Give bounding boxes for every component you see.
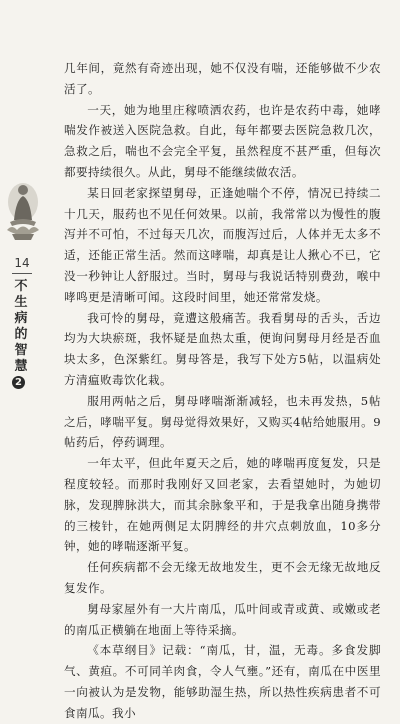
title-char: 智 [14,343,28,358]
paragraph: 我可怜的舅母，竟遭这般痛苦。我看舅母的舌头，舌边均为大块瘀斑，我怀疑是血热太重，便询问舅母月经是否血块太多，色深紫红。舅母答是，我写下处方5帖，以温病处方清瘟败毒饮化栽。 [64,310,381,387]
buddha-figure-icon [4,178,42,252]
title-char: 病 [14,311,28,326]
paragraph: 《本草纲目》记载：“南瓜，甘，温，无毒。多食发脚气、黄疸。不可同羊肉食，令人气壅。”还有，南瓜在中医里一向被认为是发物，能够助湿生热，所以热性疾病患者不可食南瓜。我小 [64,643,381,720]
paragraph: 一年太平，但此年夏天之后，她的哮喘再度复发，只是程度较轻。而那时我刚好又回老家，去看望她时，为她切脉，发现脾脉洪大，而其余脉象平和，于是我拿出随身携带的三棱针，在她两侧足太阴脾经的井穴点刺放血，10多分钟，她的哮喘逐渐平复。 [64,456,381,554]
title-char: 慧 [14,359,28,374]
paragraph: 服用两帖之后，舅母哮喘渐渐减轻，也未再发热，5帖之后，哮喘平复。舅母觉得效果好，又购买4帖给她服用。9帖药后，停药调理。 [64,393,381,450]
side-margin [0,0,44,654]
paragraph: 几年间，竟然有奇迹出现，她不仅没有喘，还能够做不少农活了。 [64,61,381,96]
book-title-vertical [12,279,30,389]
page-number-rule [12,273,32,274]
volume-badge: 2 [12,376,25,389]
paragraph: 舅母家屋外有一大片南瓜，瓜叶间或青或黄、或嫩或老的南瓜正横躺在地面上等待采摘。 [64,601,381,637]
title-char: 生 [14,295,28,310]
title-char: 不 [14,279,28,294]
page-number: 14 [14,256,30,270]
paragraph: 某日回老家探望舅母，正逢她喘个不停，情况已持续二十几天，服药也不见任何效果。以前，我常常以为慢性的腹泻并不可怕，不过每天几次，而腹泻过后，人体并无太多不适，还能正常生活。然而这哮喘，却真是让人揪心不已，它没一秒钟让人舒服过。当时，舅母与我说话特别费劲，喉中哮鸣更是清晰可闻。这段时间里，她还常常发烧。 [64,185,381,304]
paragraph: 一天，她为地里庄稼喷洒农药，也许是农药中毒，她哮喘发作被送入医院急救。自此，每年都要去医院急救几次，急救之后，喘也不会完全平复，虽然程度不甚严重，但每次都要持续很久。从此，舅母不能继续做农活。 [64,102,381,179]
title-char: 的 [14,327,28,342]
paragraph: 任何疾病都不会无缘无故地发生，更不会无缘无故地反复发作。 [64,560,381,595]
body-text [64,58,381,724]
